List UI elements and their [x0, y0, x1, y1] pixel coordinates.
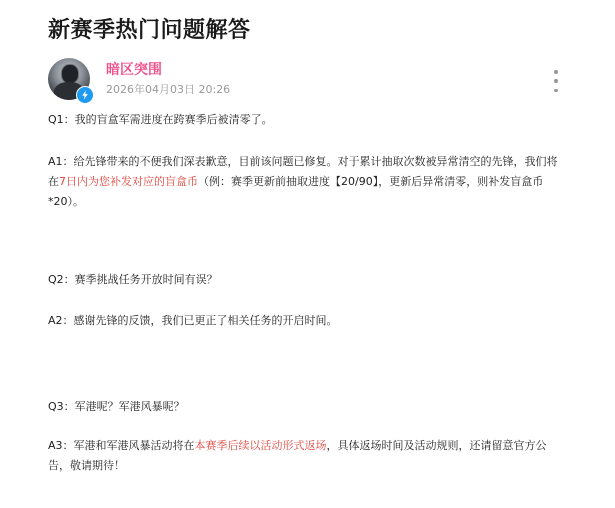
more-vertical-icon-dot [554, 79, 558, 83]
answer-3-text-end: ，具体返场时间及活动规则，还请留意官方公告，敬请期待！ [48, 439, 547, 472]
question-3: Q3：军港呢？军港风暴呢？ [48, 400, 185, 413]
question-1: Q1：我的盲盒军需进度在跨赛季后被清零了。 [48, 113, 273, 126]
answer-3-text-start: A3：军港和军港风暴活动将在 [48, 439, 195, 452]
answer-1-highlight: 7日内为您补发对应的盲盒币 [59, 175, 198, 188]
article-title: 新赛季热门问题解答 [48, 18, 251, 43]
answer-1-text-start: A1：给先锋带来的不便我们深表歉意，目前该问题已修复。对于累计抽取次数被异常清空的先锋，我们将在 [48, 155, 558, 188]
more-vertical-icon [554, 70, 558, 74]
author-row [48, 58, 568, 104]
question-2: Q2：赛季挑战任务开放时间有误？ [48, 273, 218, 286]
answer-1 [48, 152, 568, 212]
author-name[interactable]: 暗区突围 [106, 62, 162, 78]
answer-1-text-end: （例：赛季更新前抽取进度【20/90】，更新后异常清零，则补发盲盒币*20）。 [48, 175, 544, 208]
lightning-glyph [80, 90, 90, 100]
answer-2: A2：感谢先锋的反馈，我们已更正了相关任务的开启时间。 [48, 314, 338, 327]
answer-3 [48, 436, 568, 476]
more-options-button[interactable] [548, 70, 564, 92]
avatar-head-shape [61, 64, 79, 84]
more-vertical-icon-dot [554, 89, 558, 93]
post-timestamp: 2026年04月03日 20:26 [106, 83, 231, 96]
verified-lightning-icon [76, 86, 94, 104]
answer-3-highlight: 本赛季后续以活动形式返场 [194, 439, 327, 452]
